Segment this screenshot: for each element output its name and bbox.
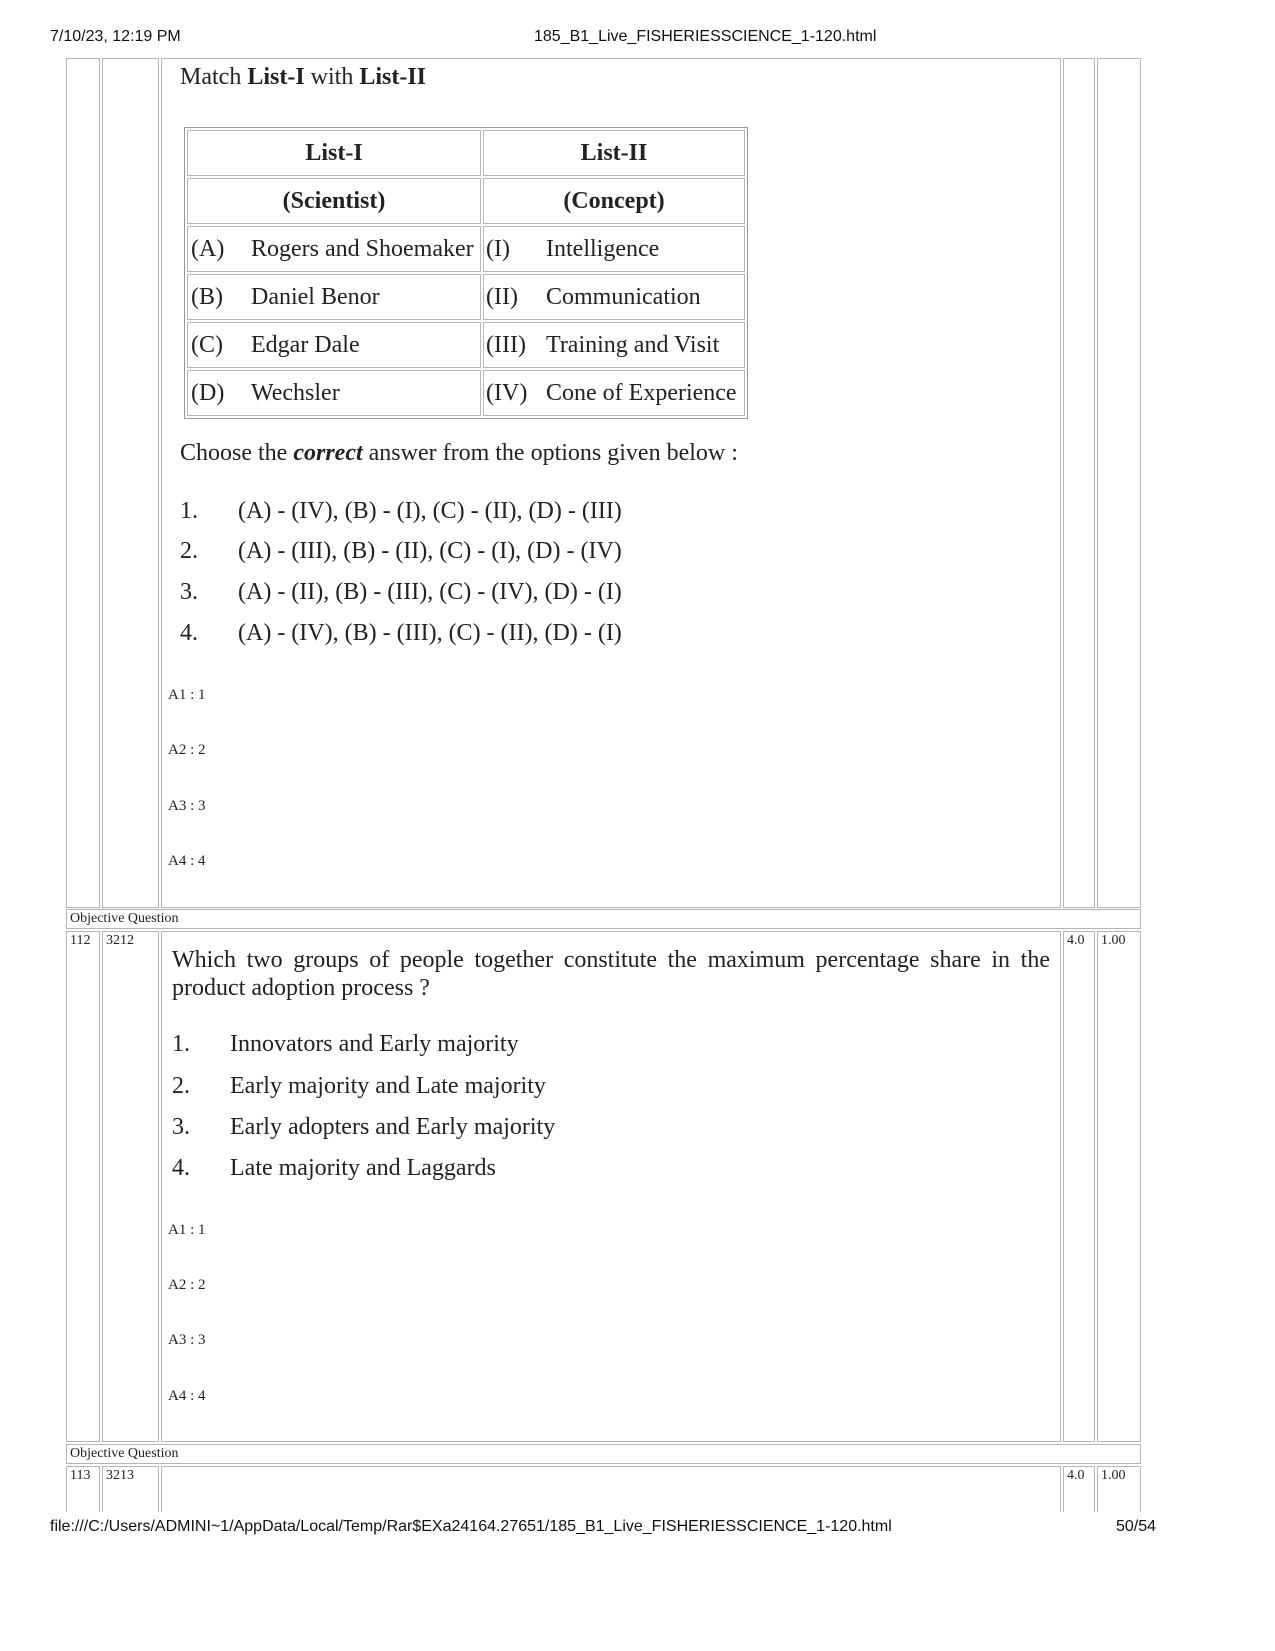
match-row [187, 274, 745, 320]
match-subheader-concept: (Concept) [483, 178, 745, 224]
match-left-cell: (B) Daniel Benor [187, 274, 481, 320]
q112-content-cell [161, 931, 1061, 1442]
print-page-number: 50/54 [1116, 1518, 1157, 1535]
match-subheader-scientist: (Scientist) [187, 178, 481, 224]
q112-option-4: 4. Late majority and Laggards [172, 1155, 496, 1181]
match-row [187, 322, 745, 368]
print-doc-title: 185_B1_Live_FISHERIESSCIENCE_1-120.html [534, 28, 877, 45]
q113-id: 3213 [102, 1466, 159, 1512]
q111-option-4: 4. (A) - (IV), (B) - (III), (C) - (II), (D) - (I) [180, 620, 622, 646]
q112-answer-a2: A2 : 2 [168, 1277, 206, 1293]
q111-intro: Match List-I with List-II [180, 64, 427, 90]
q112-question-text: Which two groups of people together constitute the maximum percentage share in the product adoption process ? [172, 947, 1050, 1001]
match-row [187, 370, 745, 416]
q112-marks: 4.0 [1063, 931, 1095, 1442]
q113-content-cell [161, 1466, 1061, 1512]
print-datetime: 7/10/23, 12:19 PM [50, 28, 181, 45]
q112-id: 3212 [102, 931, 159, 1442]
match-left-cell: (A) Rogers and Shoemaker [187, 226, 481, 272]
match-header-list1: List-I [187, 130, 481, 176]
q112-option-1: 1. Innovators and Early majority [172, 1031, 519, 1057]
q111-answer-a2: A2 : 2 [168, 742, 206, 758]
q112-type-label: Objective Question [66, 909, 1141, 929]
q112-answer-a1: A1 : 1 [168, 1222, 206, 1238]
q112-negative-marks: 1.00 [1097, 931, 1141, 1442]
match-table [184, 127, 748, 419]
q113-negative-marks: 1.00 [1097, 1466, 1141, 1512]
q111-option-2: 2. (A) - (III), (B) - (II), (C) - (I), (D) - (IV) [180, 538, 622, 564]
q113-marks: 4.0 [1063, 1466, 1095, 1512]
q112-answer-a3: A3 : 3 [168, 1332, 206, 1348]
match-left-cell: (D) Wechsler [187, 370, 481, 416]
print-file-path: file:///C:/Users/ADMINI~1/AppData/Local/Temp/Rar$EXa24164.27651/185_B1_Live_FISHERIESSCIENCE_1-120.html [50, 1518, 892, 1535]
q112-answer-a4: A4 : 4 [168, 1388, 206, 1404]
q111-id-cell [102, 58, 159, 908]
q112-option-2: 2. Early majority and Late majority [172, 1073, 546, 1099]
match-left-cell: (C) Edgar Dale [187, 322, 481, 368]
match-right-cell: (II) Communication [483, 274, 745, 320]
q111-answer-a3: A3 : 3 [168, 798, 206, 814]
q113-number: 113 [66, 1466, 100, 1512]
match-right-cell: (IV) Cone of Experience [483, 370, 745, 416]
q111-marks-cell [1063, 58, 1095, 908]
q111-choose-instruction: Choose the correct answer from the options given below : [180, 440, 738, 466]
match-right-cell: (I) Intelligence [483, 226, 745, 272]
q111-answer-a4: A4 : 4 [168, 853, 206, 869]
match-header-list2: List-II [483, 130, 745, 176]
q112-option-3: 3. Early adopters and Early majority [172, 1114, 556, 1140]
q111-option-3: 3. (A) - (II), (B) - (III), (C) - (IV), (D) - (I) [180, 579, 622, 605]
q112-number: 112 [66, 931, 100, 1442]
match-row [187, 226, 745, 272]
q111-answer-a1: A1 : 1 [168, 687, 206, 703]
q111-option-1: 1. (A) - (IV), (B) - (I), (C) - (II), (D) - (III) [180, 498, 622, 524]
q113-type-label: Objective Question [66, 1444, 1141, 1464]
q111-number-cell [66, 58, 100, 908]
q111-negative-cell [1097, 58, 1141, 908]
match-right-cell: (III) Training and Visit [483, 322, 745, 368]
